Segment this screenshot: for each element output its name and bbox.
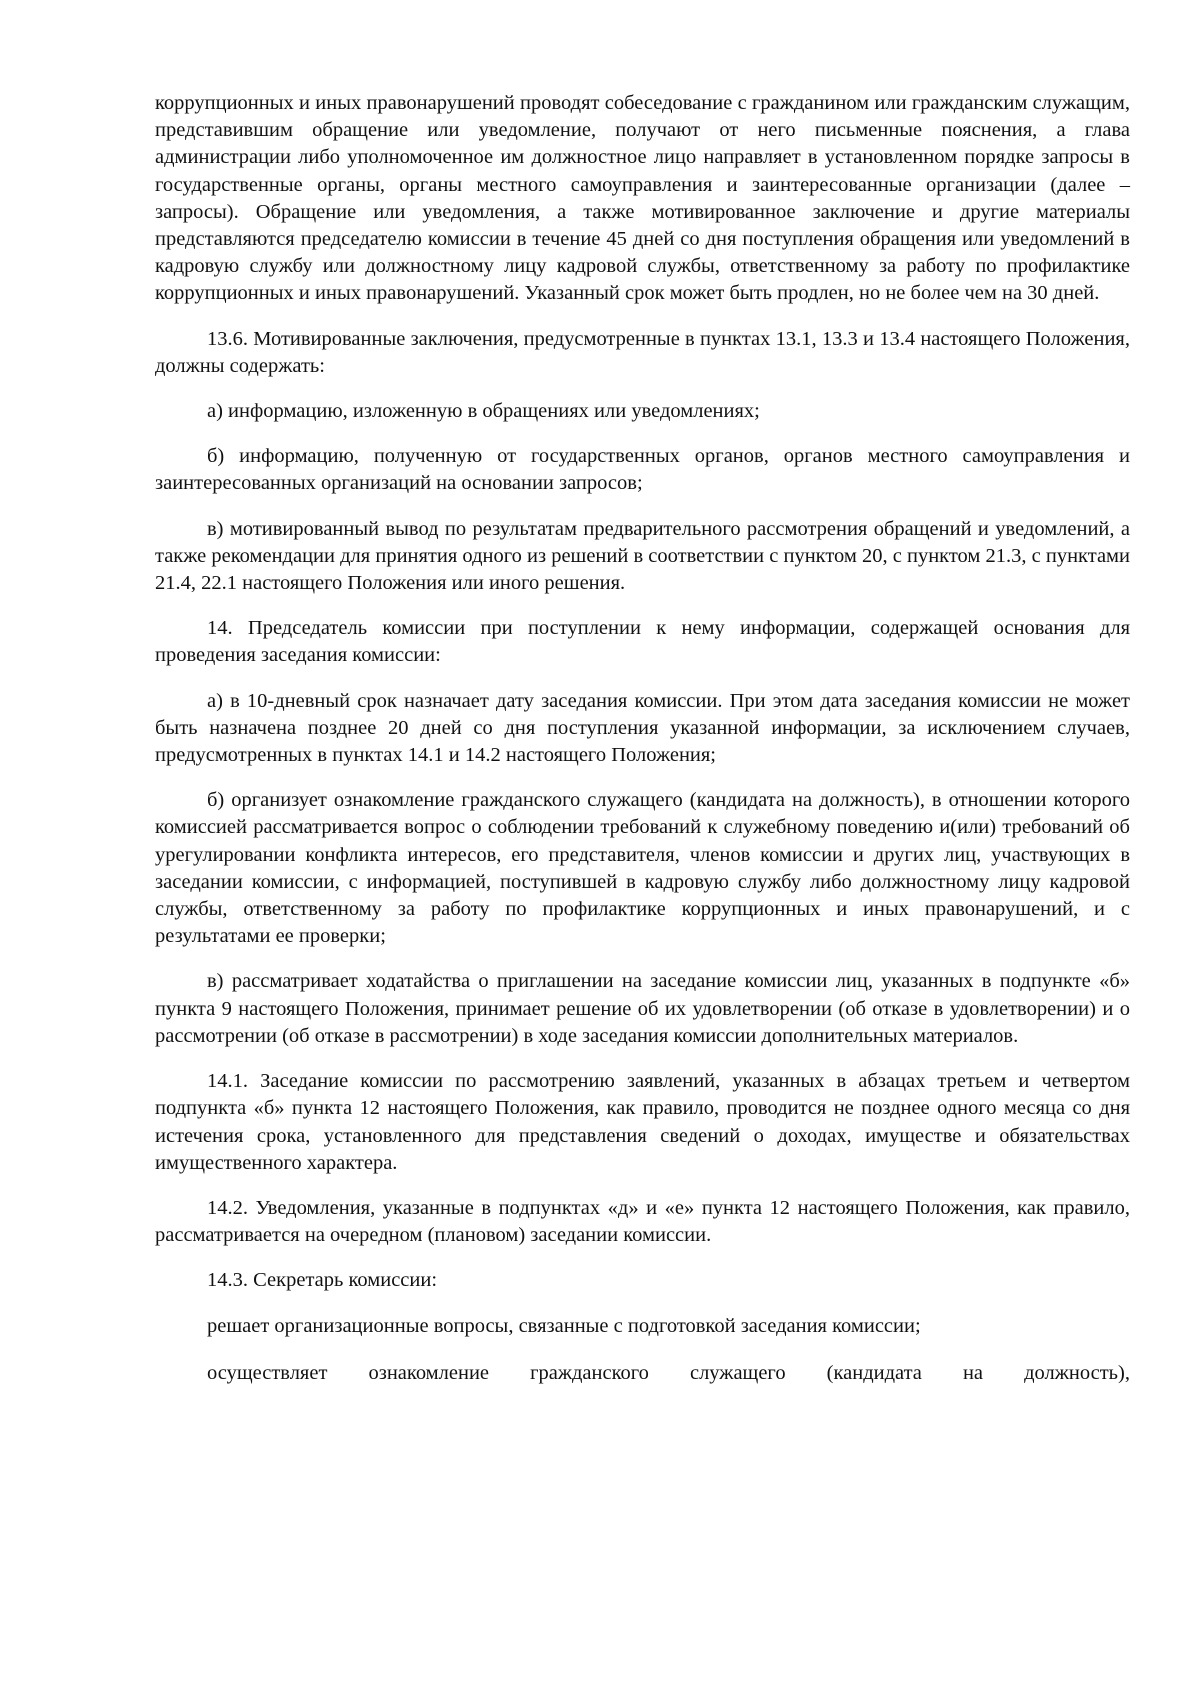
paragraph-14-1: 14.1. Заседание комиссии по рассмотрению заявлений, указанных в абзацах третьем и четвертом подпункта «б» пункта 12 настоящего Положения, как правило, проводится не позднее одного месяца со дня истечения срока, установленного для представления сведений о доходах, имуществе и обязательствах имущественного характера. (155, 1070, 1130, 1174)
paragraph-14-2: 14.2. Уведомления, указанные в подпунктах «д» и «е» пункта 12 настоящего Положения, как правило, рассматривается на очередном (плановом) заседании комиссии. (155, 1196, 1130, 1247)
paragraph-13-6-a: а) информацию, изложенную в обращениях или уведомлениях; (207, 400, 760, 423)
paragraph-14-3-item-2: осуществляет ознакомление гражданского служащего (кандидата на должность), (207, 1361, 1130, 1384)
paragraph-14-a: а) в 10-дневный срок назначает дату заседания комиссии. При этом дата заседания комиссии не может быть назначена позднее 20 дней со дня поступления указанной информации, за исключением случаев, предусмотренных в пунктах 14.1 и 14.2 настоящего Положения; (155, 689, 1130, 767)
paragraph-14: 14. Председатель комиссии при поступлении к нему информации, содержащей основания для проведения заседания комиссии: (155, 617, 1130, 667)
paragraph-14-v: в) рассматривает ходатайства о приглашении на заседание комиссии лиц, указанных в подпункте «б» пункта 9 настоящего Положения, принимает решение об их удовлетворении (об отказе в удовлетворении) и о рассмотрении (об отказе в рассмотрении) в ходе заседания комиссии дополнительных материалов. (155, 970, 1130, 1047)
document-page (155, 90, 1130, 1387)
paragraph-13-6-v: в) мотивированный вывод по результатам предварительного рассмотрения обращений и уведомлений, а также рекомендации для принятия одного из решений в соответствии с пунктом 20, с пунктом 21.3, с пунктами 21.4, 22.1 настоящего Положения или иного решения. (155, 517, 1130, 595)
paragraph-14-3-item-1: решает организационные вопросы, связанные с подготовкой заседания комиссии; (207, 1314, 921, 1337)
paragraph-14-b: б) организует ознакомление гражданского служащего (кандидата на должность), в отношении которого комиссией рассматривается вопрос о соблюдении требований к служебному поведению и(или) требований об урегулировании конфликта интересов, его представителя, членов комиссии и других лиц, участвующих в заседании комиссии, с информацией, поступившей в кадровую службу либо должностному лицу кадровой службы, ответственному за работу по профилактике коррупционных и иных правонарушений, и с результатами ее проверки; (155, 789, 1130, 948)
paragraph-13-6: 13.6. Мотивированные заключения, предусмотренные в пунктах 13.1, 13.3 и 13.4 настоящего Положения, должны содержать: (155, 327, 1130, 377)
paragraph-13-6-b: б) информацию, полученную от государственных органов, органов местного самоуправления и заинтересованных организаций на основании запросов; (155, 445, 1130, 495)
paragraph-14-3: 14.3. Секретарь комиссии: (207, 1269, 438, 1292)
paragraph-continuation: коррупционных и иных правонарушений проводят собеседование с гражданином или гражданским служащим, представившим обращение или уведомление, получают от него письменные пояснения, а глава администрации либо уполномоченное им должностное лицо направляет в установленном порядке запросы в государственные органы, органы местного самоуправления и заинтересованные организации (далее – запросы). Обращение или уведомления, а также мотивированное заключение и другие материалы представляются председателю комиссии в течение 45 дней со дня поступления обращения или уведомлений в кадровую службу или должностному лицу кадровой службы, ответственному за работу по профилактике коррупционных и иных правонарушений. Указанный срок может быть продлен, но не более чем на 30 дней. (155, 92, 1130, 305)
